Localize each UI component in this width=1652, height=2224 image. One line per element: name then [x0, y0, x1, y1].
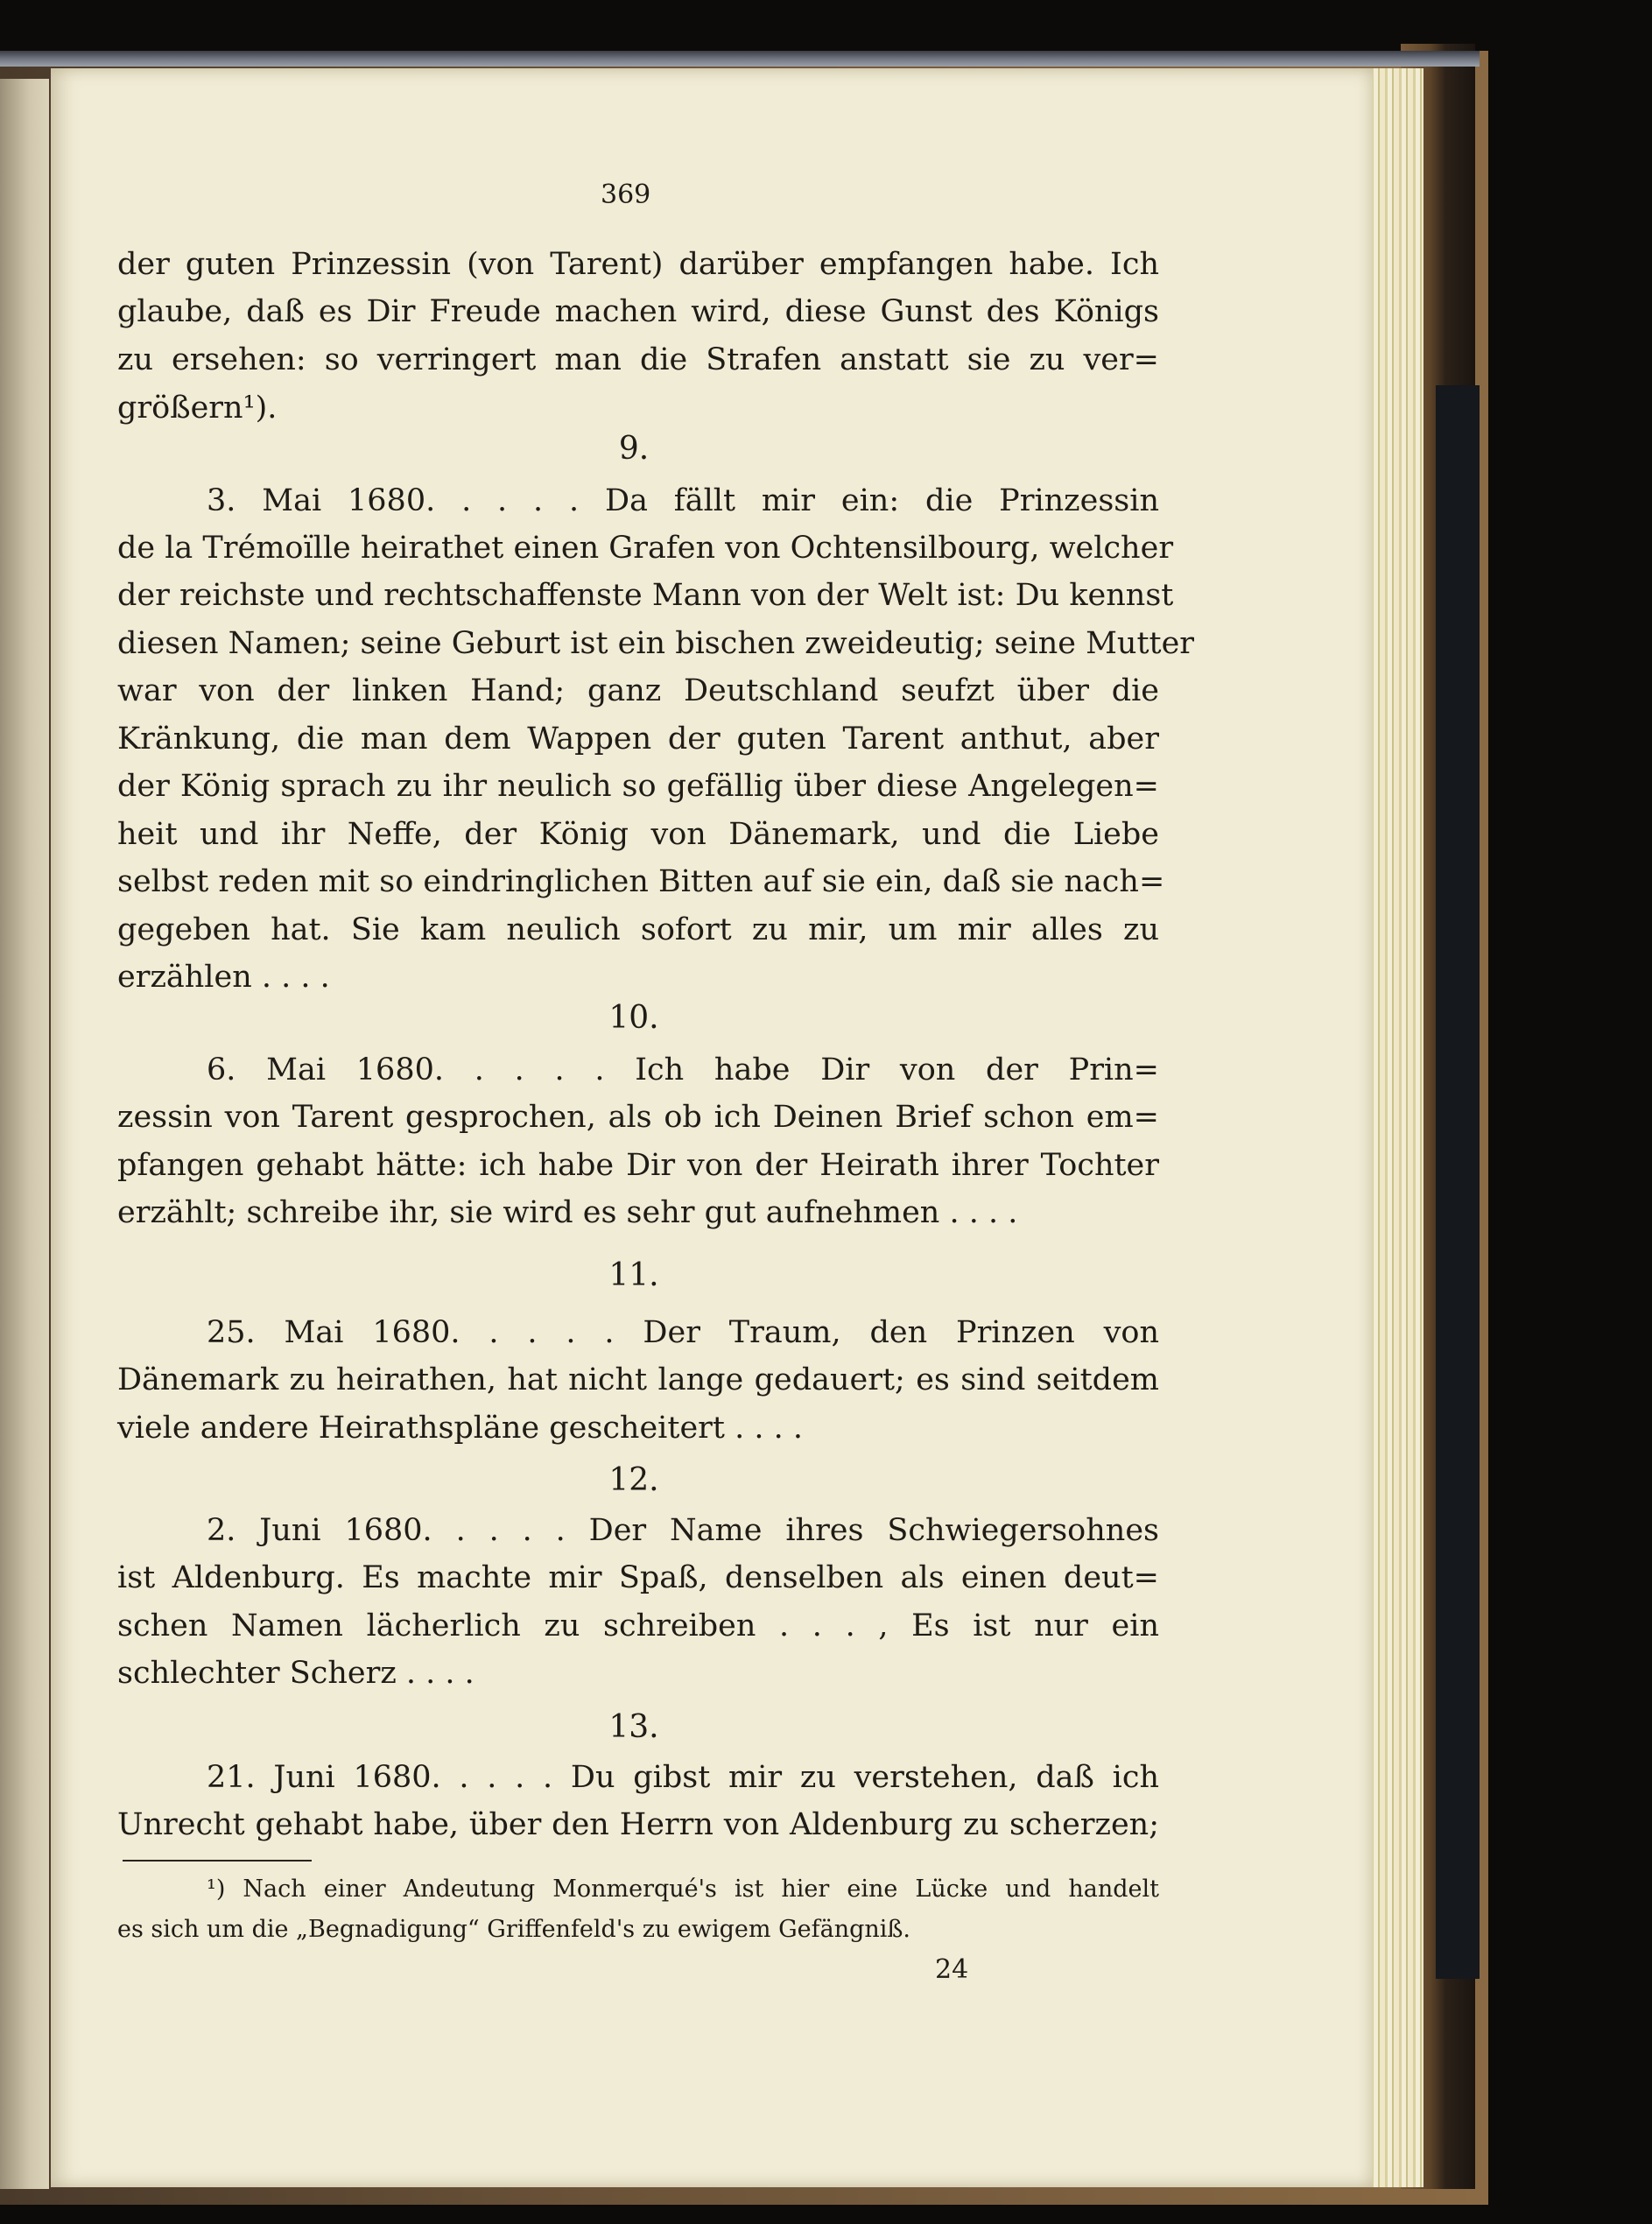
page-stack-edge: [1366, 68, 1424, 2187]
section-heading: 11.: [608, 1257, 659, 1293]
section-heading: 12.: [608, 1462, 659, 1498]
text-line: gegeben hat. Sie kam neulich sofort zu mir, um mir alles zu: [117, 912, 1159, 947]
text-line: de la Trémoïlle heirathet einen Grafen von Ochtensilbourg, welcher: [117, 531, 1174, 566]
text-line: 21. Juni 1680. . . . . Du gibst mir zu verstehen, daß ich: [207, 1760, 1159, 1795]
text-line: der König sprach zu ihr neulich so gefällig über diese Angelegen=: [117, 769, 1159, 804]
text-line: 6. Mai 1680. . . . . Ich habe Dir von der Prin=: [207, 1052, 1159, 1087]
text-line: 2. Juni 1680. . . . . Der Name ihres Schwiegersohnes: [207, 1513, 1159, 1548]
text-line: schen Namen lächerlich zu schreiben . . . , Es ist nur ein: [117, 1608, 1159, 1643]
text-line: der reichste und rechtschaffenste Mann von der Welt ist: Du kennst: [117, 578, 1174, 613]
text-line: diesen Namen; seine Geburt ist ein bischen zweideutig; seine Mutter: [117, 626, 1195, 661]
text-line: größern¹).: [117, 391, 278, 426]
text-line: zessin von Tarent gesprochen, als ob ich Deinen Brief schon em=: [117, 1100, 1159, 1135]
text-line: glaube, daß es Dir Freude machen wird, diese Gunst des Königs: [117, 294, 1159, 329]
text-line: Kränkung, die man dem Wappen der guten Tarent anthut, aber: [117, 721, 1159, 757]
footnote-rule: [123, 1860, 312, 1862]
footnote-line: ¹) Nach einer Andeutung Monmerqué's ist hier eine Lücke und handelt: [207, 1876, 1159, 1903]
signature-mark: 24: [935, 1954, 969, 1985]
text-line: Unrecht gehabt habe, über den Herrn von Aldenburg zu scherzen;: [117, 1807, 1159, 1842]
text-line: schlechter Scherz . . . .: [117, 1656, 475, 1691]
footnote-line: es sich um die „Begnadigung“ Griffenfeld's zu ewigem Gefängniß.: [117, 1916, 911, 1943]
text-line: ist Aldenburg. Es machte mir Spaß, denselben als einen deut=: [117, 1560, 1159, 1595]
page-number: 369: [601, 179, 651, 210]
text-line: Dänemark zu heirathen, hat nicht lange gedauert; es sind seitdem: [117, 1362, 1159, 1397]
spine-cloth: [1436, 385, 1480, 1979]
text-line: zu ersehen: so verringert man die Strafen anstatt sie zu ver=: [117, 342, 1159, 377]
facing-page-edge: [0, 79, 49, 2189]
section-heading: 9.: [618, 431, 650, 467]
text-line: 3. Mai 1680. . . . . Da fällt mir ein: die Prinzessin: [207, 483, 1159, 518]
text-line: erzählt; schreibe ihr, sie wird es sehr gut aufnehmen . . . .: [117, 1195, 1018, 1230]
text-line: erzählen . . . .: [117, 960, 330, 995]
text-line: der guten Prinzessin (von Tarent) darüber empfangen habe. Ich: [117, 247, 1159, 282]
text-line: selbst reden mit so eindringlichen Bitten auf sie ein, daß sie nach=: [117, 864, 1165, 899]
text-line: viele andere Heirathspläne gescheitert . . . .: [117, 1411, 803, 1446]
top-edge: [0, 51, 1480, 67]
text-line: heit und ihr Neffe, der König von Dänemark, und die Liebe: [117, 817, 1159, 852]
text-line: 25. Mai 1680. . . . . Der Traum, den Prinzen von: [207, 1315, 1159, 1350]
text-line: war von der linken Hand; ganz Deutschland seufzt über die: [117, 673, 1159, 708]
section-heading: 13.: [608, 1709, 659, 1745]
text-line: pfangen gehabt hätte: ich habe Dir von der Heirath ihrer Tochter: [117, 1148, 1159, 1183]
section-heading: 10.: [608, 1000, 659, 1036]
